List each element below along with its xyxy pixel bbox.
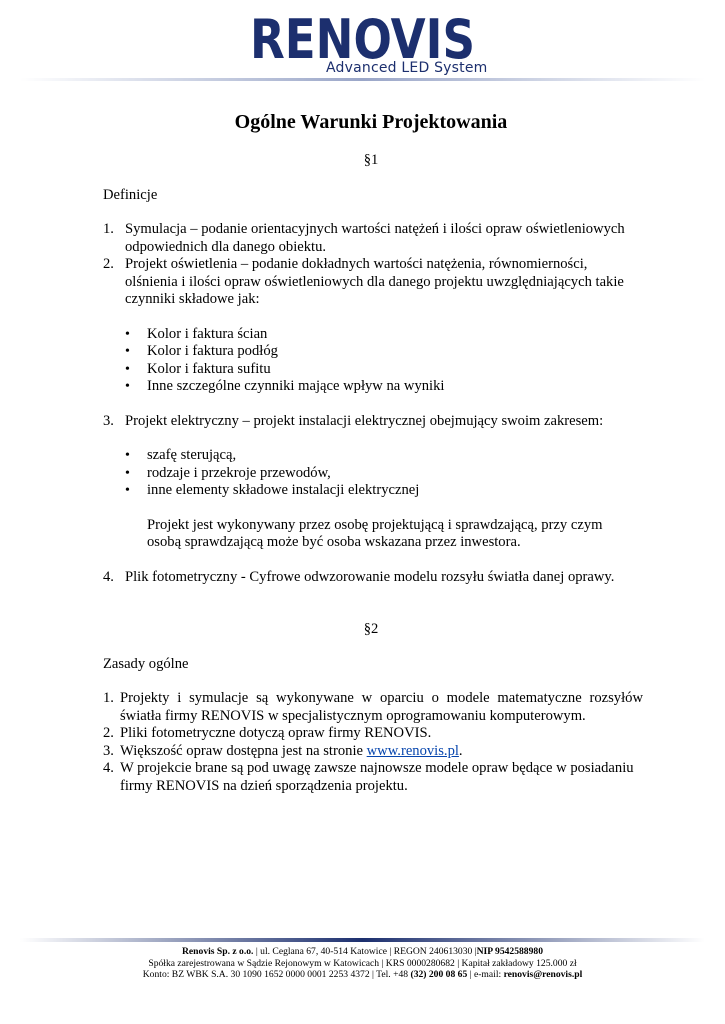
list-item (103, 256, 643, 396)
page-title: Ogólne Warunki Projektowania (234, 111, 508, 133)
phone-number: (32) 200 08 65 (410, 969, 468, 980)
section-2-mark: §2 (363, 621, 379, 637)
logo-tagline: Advanced LED System (326, 60, 488, 76)
list-item (103, 690, 643, 725)
document-body (103, 110, 643, 795)
item-number: 3. (103, 742, 114, 759)
header-divider (20, 78, 705, 81)
bullet-item: • inne elementy składowe instalacji elektrycznej (103, 482, 643, 500)
rule-text-end: . (458, 742, 463, 759)
bullet-item: • Kolor i faktura sufitu (103, 361, 643, 379)
item-number: 2. (103, 725, 114, 741)
bullet-item: • Kolor i faktura podłóg (103, 343, 643, 361)
list-item (103, 743, 643, 761)
list-item (103, 413, 643, 552)
item-number: 3. (103, 412, 114, 429)
company-nip: NIP 9542588980 (476, 946, 543, 957)
page-header (0, 0, 725, 85)
item-number: 1. (103, 221, 114, 237)
list-item (103, 221, 643, 256)
company-address: | ul. Ceglana 67, 40-514 Katowice | REGON 240613030 | (253, 946, 477, 957)
section-2-heading: Zasady ogólne (103, 655, 189, 672)
section-1-heading: Definicje (103, 186, 158, 203)
list-item (103, 569, 643, 587)
footer-line-3 (0, 969, 725, 981)
list-item (103, 760, 643, 795)
bullet-item: • Inne szczególne czynniki mające wpływ na wyniki (103, 378, 643, 396)
item-number: 4. (103, 760, 114, 776)
bullet-item: • szafę sterującą, (103, 447, 643, 465)
item-number: 1. (103, 690, 114, 706)
bank-account: Konto: BZ WBK S.A. 30 1090 1652 0000 0001 2253 4372 | Tel. +48 (142, 969, 411, 980)
rules-list (103, 690, 643, 795)
footer-line-2: Spółka zarejestrowana w Sądzie Rejonowym w Katowicach | KRS 0000280682 | Kapitał zakładowy 125.000 zł (148, 957, 577, 969)
rule-text: W projekcie brane są pod uwagę zawsze najnowsze modele opraw będące w posiadaniu firmy RENOVIS na dzień sporządzenia projektu. (120, 760, 634, 794)
definitions-list (103, 221, 643, 586)
email-label: | e-mail: (467, 969, 504, 980)
page-footer (0, 946, 725, 981)
definition-text: Projekt oświetlenia – podanie dokładnych wartości natężenia, równomierności, olśnienia i ilości opraw oświetleniowych dla danego projektu uwzględniających takie czynniki składowe jak: (125, 256, 624, 307)
rule-text: Projekty i symulacje są wykonywane w oparciu o modele matematyczne rozsyłów światła firmy RENOVIS w specjalistycznym oprogramowaniu komputerowym. (120, 690, 643, 724)
definition-text: Plik fotometryczny - Cyfrowe odwzorowanie modelu rozsyłu światła danej oprawy. (125, 568, 615, 585)
list-item (103, 725, 643, 743)
item-number: 4. (103, 568, 114, 585)
rule-text: Większość opraw dostępna jest na stronie (120, 742, 367, 759)
footer-divider (20, 938, 705, 942)
rule-text: Pliki fotometryczne dotyczą opraw firmy RENOVIS. (120, 725, 432, 741)
renovis-website-link[interactable]: www.renovis.pl (366, 742, 459, 759)
section-1-mark: §1 (363, 152, 379, 168)
bullet-list (103, 447, 643, 500)
logo-wordmark: RENOVIS (250, 8, 475, 70)
company-name: Renovis Sp. z o.o. (182, 946, 254, 957)
definition-text: Symulacja – podanie orientacyjnych wartości natężeń i ilości opraw oświetleniowych odpowiednich dla danego obiektu. (125, 221, 625, 255)
bullet-item: • Kolor i faktura ścian (103, 326, 643, 344)
item-number: 2. (103, 256, 114, 272)
bullet-item: • rodzaje i przekroje przewodów, (103, 465, 643, 483)
definition-text: Projekt elektryczny – projekt instalacji elektrycznej obejmujący swoim zakresem: (125, 412, 604, 429)
footer-line-1 (0, 946, 725, 958)
note-paragraph: Projekt jest wykonywany przez osobę projektującą i sprawdzającą, przy czym osobą sprawdzającą może być osoba wskazana przez inwestora. (147, 516, 603, 550)
bullet-list (103, 326, 643, 396)
email-address: renovis@renovis.pl (503, 969, 583, 980)
